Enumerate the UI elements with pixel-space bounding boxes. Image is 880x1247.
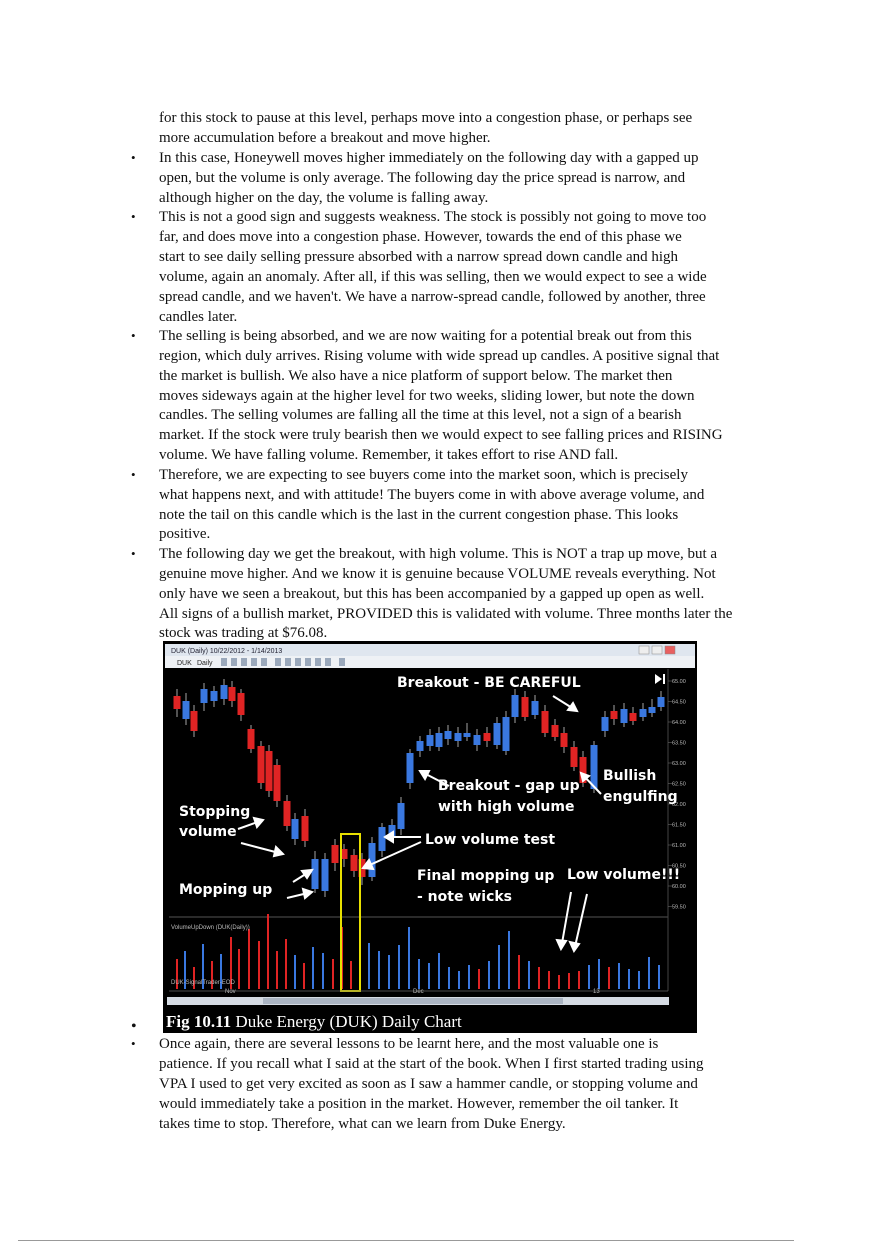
volume-bar bbox=[538, 967, 540, 989]
text-line: start to see daily selling pressure absorbed with a narrow spread down candle and high bbox=[159, 249, 679, 265]
date-label: Nov bbox=[225, 989, 236, 995]
candle-body bbox=[552, 725, 559, 737]
scrollbar-thumb[interactable] bbox=[263, 998, 563, 1004]
text-line: The selling is being absorbed, and we are now waiting for a potential break out from this bbox=[159, 328, 692, 344]
text-line: genuine move higher. And we know it is genuine because VOLUME reveals everything. Not bbox=[159, 566, 716, 582]
volume-bar bbox=[408, 927, 410, 989]
text-line: volume. We have falling volume. Remember, it takes effort to rise AND fall. bbox=[159, 447, 619, 463]
text-line: spread candle, and we haven't. We have a narrow-spread candle, followed by another, three bbox=[159, 289, 706, 305]
candle-body bbox=[494, 723, 501, 745]
text-line: volume, again an anomaly. After all, if this was selling, then we would expect to see a wide bbox=[159, 269, 707, 285]
text-line: Therefore, we are expecting to see buyers come into the market soon, which is precisely bbox=[159, 467, 688, 483]
annotation-final-mopping: - note wicks bbox=[417, 889, 513, 905]
text-line: only have we seen a breakout, but this has been accompanied by a gapped up open as well. bbox=[159, 586, 705, 602]
volume-bar bbox=[332, 959, 334, 989]
volume-bar bbox=[312, 947, 314, 989]
volume-bar bbox=[285, 939, 287, 989]
annotation-breakout-gap: Breakout - gap up bbox=[438, 778, 580, 794]
volume-bar bbox=[468, 965, 470, 989]
page-bottom-rule bbox=[18, 1240, 794, 1241]
volume-bar bbox=[438, 953, 440, 989]
candle-body bbox=[312, 859, 319, 889]
volume-bar bbox=[267, 914, 269, 989]
toolbar-period[interactable]: Daily bbox=[197, 660, 213, 667]
volume-bar bbox=[548, 971, 550, 989]
candle-body bbox=[649, 707, 656, 713]
volume-bar bbox=[658, 965, 660, 989]
bullet-marker: • bbox=[131, 328, 136, 343]
volume-bar bbox=[248, 929, 250, 989]
candle-body bbox=[248, 729, 255, 749]
candle-body bbox=[284, 801, 291, 826]
candle-body bbox=[292, 819, 299, 839]
volume-bar bbox=[368, 943, 370, 989]
candle-body bbox=[302, 816, 309, 841]
candle-body bbox=[274, 765, 281, 801]
volume-bar bbox=[608, 967, 610, 989]
candle-body bbox=[542, 711, 549, 733]
candle-body bbox=[322, 859, 329, 891]
volume-bar bbox=[568, 973, 570, 989]
text-line: takes time to stop. Therefore, what can we learn from Duke Energy. bbox=[159, 1116, 566, 1132]
candle-body bbox=[484, 733, 491, 741]
annotation-bullish: engulfing bbox=[603, 789, 678, 805]
text-line: although higher on the day, the volume is falling away. bbox=[159, 190, 489, 206]
price-axis-label: 63.00 bbox=[672, 761, 686, 767]
price-axis-label: 65.00 bbox=[672, 679, 686, 685]
candle-body bbox=[602, 717, 609, 731]
chart-figure bbox=[163, 641, 697, 1009]
annotation-mopping-up: Mopping up bbox=[179, 882, 273, 898]
chart-svg bbox=[163, 641, 697, 1009]
volume-bar bbox=[508, 931, 510, 989]
price-axis-label: 62.50 bbox=[672, 781, 686, 788]
volume-bar bbox=[276, 951, 278, 989]
volume-bar bbox=[648, 957, 650, 989]
volume-bar bbox=[528, 961, 530, 989]
text-line: far, and does move into a congestion phase. However, towards the end of this phase we bbox=[159, 229, 682, 245]
bullet-marker: • bbox=[131, 1036, 136, 1051]
text-line: moves sideways again at the higher level for two weeks, sliding lower, but note the down bbox=[159, 388, 695, 404]
indicator-label: DUK-SignalTrader-EOD bbox=[171, 980, 235, 986]
candle-body bbox=[191, 711, 198, 731]
maximize-button[interactable] bbox=[652, 646, 662, 654]
date-label: Dec bbox=[413, 989, 424, 995]
volume-bar bbox=[638, 971, 640, 989]
candle-body bbox=[258, 746, 265, 783]
candle-body bbox=[571, 747, 578, 767]
figure-label: Fig 10.11 bbox=[166, 1012, 232, 1031]
toolbar-icon[interactable] bbox=[221, 658, 227, 666]
volume-bar bbox=[618, 963, 620, 989]
candle-body bbox=[351, 855, 358, 871]
candle-body bbox=[201, 689, 208, 703]
text-line: open, but the volume is only average. The following day the price spread is narrow, and bbox=[159, 170, 686, 186]
volume-bar bbox=[428, 963, 430, 989]
volume-bar bbox=[498, 945, 500, 989]
candle-body bbox=[332, 845, 339, 863]
annotation-low-volume-test: Low volume test bbox=[425, 832, 556, 848]
toolbar-icon[interactable] bbox=[231, 658, 237, 666]
text-line: the market is bullish. We also have a nice platform of support below. The market then bbox=[159, 368, 673, 384]
volume-bar bbox=[488, 961, 490, 989]
candle-body bbox=[611, 711, 618, 719]
text-line: region, which duly arrives. Rising volume with wide spread up candles. A positive signal that bbox=[159, 348, 720, 364]
price-axis-label: 63.50 bbox=[672, 740, 686, 747]
price-axis-label: 62.00 bbox=[672, 802, 686, 808]
volume-bar bbox=[350, 961, 352, 989]
annotation-bullish: Bullish bbox=[603, 768, 657, 784]
text-line: more accumulation before a breakout and move higher. bbox=[159, 130, 491, 146]
text-line: This is not a good sign and suggests weakness. The stock is possibly not going to move too bbox=[159, 209, 707, 225]
text-line: The following day we get the breakout, with high volume. This is NOT a trap up move, but a bbox=[159, 546, 718, 562]
candle-body bbox=[532, 701, 539, 715]
toolbar-icon[interactable] bbox=[285, 658, 291, 666]
toolbar-symbol[interactable]: DUK bbox=[177, 660, 192, 667]
volume-bar bbox=[588, 965, 590, 989]
minimize-button[interactable] bbox=[639, 646, 649, 654]
volume-bar bbox=[294, 955, 296, 989]
volume-bar bbox=[448, 967, 450, 989]
bullet-marker: • bbox=[131, 546, 136, 561]
annotation-stopping-volume: volume bbox=[179, 824, 237, 840]
figure-caption bbox=[166, 1012, 462, 1032]
annotation-breakout-gap: with high volume bbox=[438, 799, 575, 815]
toolbar-icon[interactable] bbox=[251, 658, 257, 666]
candle-body bbox=[379, 827, 386, 851]
volume-bar bbox=[322, 953, 324, 989]
volume-bar bbox=[418, 959, 420, 989]
close-button[interactable] bbox=[665, 646, 675, 654]
bullet-marker: • bbox=[131, 1018, 137, 1035]
toolbar-icon[interactable] bbox=[325, 658, 331, 666]
text-line: for this stock to pause at this level, perhaps move into a congestion phase, or perhaps see bbox=[159, 110, 693, 126]
candle-body bbox=[398, 803, 405, 829]
candle-body bbox=[621, 709, 628, 723]
candle-body bbox=[658, 697, 665, 707]
text-line: In this case, Honeywell moves higher immediately on the following day with a gapped up bbox=[159, 150, 699, 166]
price-axis-label: 64.00 bbox=[672, 720, 686, 726]
text-line: positive. bbox=[159, 526, 211, 542]
candle-body bbox=[436, 733, 443, 747]
volume-bar bbox=[598, 959, 600, 989]
text-line: what happens next, and with attitude! The buyers come in with above average volume, and bbox=[159, 487, 705, 503]
text-line: All signs of a bullish market, PROVIDED this is validated with volume. Three months later the bbox=[159, 606, 733, 622]
candle-body bbox=[174, 696, 181, 709]
candle-body bbox=[229, 687, 236, 701]
candle-body bbox=[512, 695, 519, 717]
annotation-stopping-volume: Stopping bbox=[179, 804, 251, 820]
candle-body bbox=[522, 697, 529, 717]
volume-bar bbox=[378, 951, 380, 989]
volume-bar bbox=[578, 971, 580, 989]
annotation-final-mopping: Final mopping up bbox=[417, 868, 555, 884]
volume-bar bbox=[238, 949, 240, 989]
candle-body bbox=[630, 713, 637, 721]
text-line: market. If the stock were truly bearish then we would expect to see falling prices and RISING bbox=[159, 427, 723, 443]
candle-body bbox=[183, 701, 190, 719]
volume-bar bbox=[398, 945, 400, 989]
candle-body bbox=[591, 745, 598, 789]
volume-bar bbox=[518, 955, 520, 989]
caption-text: Duke Energy (DUK) Daily Chart bbox=[231, 1012, 462, 1031]
candle-body bbox=[445, 731, 452, 739]
candle-body bbox=[221, 685, 228, 699]
date-label: 13 bbox=[593, 989, 600, 995]
candle-body bbox=[427, 735, 434, 746]
price-axis-label: 61.00 bbox=[672, 843, 686, 849]
volume-bar bbox=[628, 969, 630, 989]
bullet-marker: • bbox=[131, 150, 136, 165]
volume-bar bbox=[478, 969, 480, 989]
candle-body bbox=[464, 733, 471, 737]
volume-bar bbox=[458, 971, 460, 989]
window-title: DUK (Daily) 10/22/2012 - 1/14/2013 bbox=[171, 648, 283, 655]
volume-bar bbox=[388, 955, 390, 989]
toolbar-icon[interactable] bbox=[305, 658, 311, 666]
toolbar-icon[interactable] bbox=[295, 658, 301, 666]
volume-bar bbox=[558, 975, 560, 989]
candle-body bbox=[417, 741, 424, 751]
price-axis-label: 60.50 bbox=[672, 863, 686, 870]
bullet-marker: • bbox=[131, 467, 136, 482]
volume-bar bbox=[303, 963, 305, 989]
candle-body bbox=[474, 735, 481, 745]
price-axis-label: 64.50 bbox=[672, 699, 686, 706]
text-line: candles. The selling volumes are falling all the time at this level, not a sign of a bearish bbox=[159, 407, 682, 423]
candle-body bbox=[640, 709, 647, 717]
text-line: note the tail on this candle which is the last in the current congestion phase. This looks bbox=[159, 507, 679, 523]
text-line: patience. If you recall what I said at the start of the book. When I first started trading using bbox=[159, 1056, 704, 1072]
candle-body bbox=[503, 717, 510, 751]
toolbar-icon[interactable] bbox=[261, 658, 267, 666]
text-line: candles later. bbox=[159, 309, 238, 325]
price-axis-label: 60.00 bbox=[672, 884, 686, 890]
candle-body bbox=[561, 733, 568, 747]
price-axis-label: 59.50 bbox=[672, 904, 686, 911]
text-line: stock was trading at $76.08. bbox=[159, 625, 328, 641]
candle-body bbox=[211, 691, 218, 701]
toolbar-icon[interactable] bbox=[241, 658, 247, 666]
annotation-breakout-careful: Breakout - BE CAREFUL bbox=[397, 675, 581, 691]
candle-body bbox=[455, 733, 462, 741]
toolbar-icon[interactable] bbox=[275, 658, 281, 666]
price-axis-label: 61.50 bbox=[672, 822, 686, 829]
play-icon-bar bbox=[663, 674, 665, 684]
candle-body bbox=[238, 693, 245, 715]
candle-body bbox=[407, 753, 414, 783]
text-line: VPA I used to get very excited as soon as I saw a hammer candle, or stopping volume and bbox=[159, 1076, 698, 1092]
text-line: Once again, there are several lessons to be learnt here, and the most valuable one is bbox=[159, 1036, 659, 1052]
toolbar-icon[interactable] bbox=[315, 658, 321, 666]
text-line: would immediately take a position in the market. However, remember the oil tanker. It bbox=[159, 1096, 679, 1112]
toolbar-icon[interactable] bbox=[339, 658, 345, 666]
candle-body bbox=[266, 751, 273, 791]
volume-bar bbox=[258, 941, 260, 989]
volume-panel-label: VolumeUpDown (DUK(Daily)) bbox=[171, 925, 250, 931]
bullet-marker: • bbox=[131, 209, 136, 224]
annotation-low-volume: Low volume!!! bbox=[567, 867, 681, 883]
